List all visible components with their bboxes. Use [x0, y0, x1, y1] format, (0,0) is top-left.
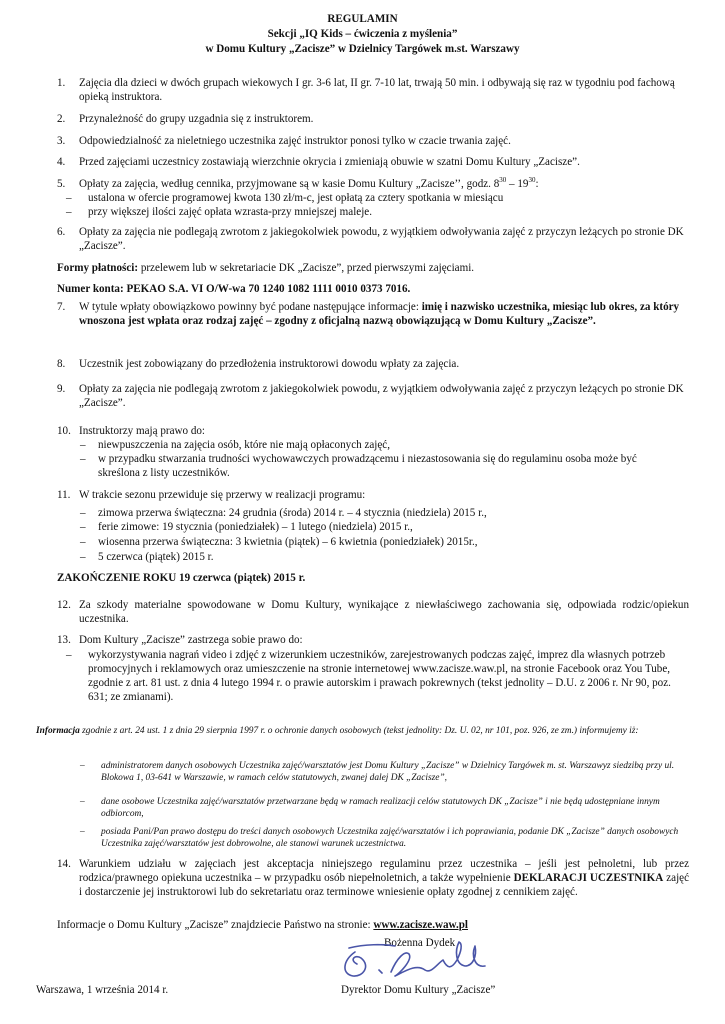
item-number: 8. — [57, 358, 66, 370]
payment-forms: Formy płatności: przelewem lub w sekretariacie DK „Zacisze”, przed pierwszymi zajęciami. — [57, 262, 475, 274]
document-title: REGULAMIN — [327, 13, 398, 25]
bank-account: Numer konta: PEKAO S.A. VI O/W-wa 70 1240 1082 1111 0010 0373 7016. — [57, 283, 411, 295]
rule-10-sub-2: w przypadku stwarzania trudności wychowawczych prowadzącemu i niezastosowania się do regulaminu osoba może być skreślona z listy uczestników. — [98, 453, 637, 479]
item-number: 3. — [57, 135, 66, 147]
item-number: 7. — [57, 301, 66, 313]
gdpr-intro: Informacja zgodnie z art. 24 ust. 1 z dnia 29 sierpnia 1997 r. o ochronie danych osobowych (tekst jednolity: Dz. U. 02, nr 101, poz. 926, ze zm.) informujemy iż: — [36, 726, 639, 736]
dash-bullet: – — [80, 439, 86, 451]
end-of-year: ZAKOŃCZENIE ROKU 19 czerwca (piątek) 2015 r. — [57, 572, 306, 584]
rule-2-text: Przynależność do grupy uzgadnia się z instruktorem. — [79, 113, 314, 125]
rule-11-text: W trakcie sezonu przewiduje się przerwy w realizacji programu: — [79, 489, 366, 501]
venue-name: w Domu Kultury „Zacisze” w Dzielnicy Targówek m.st. Warszawy — [205, 43, 520, 55]
rule-11-sub-4: 5 czerwca (piątek) 2015 r. — [98, 551, 214, 563]
rule-5-text: Opłaty za zajęcia, według cennika, przyjmowane są w kasie Domu Kultury „Zacisze’’, godz. $8^{30} - 19^{30}$: — [79, 176, 539, 190]
dash-bullet: – — [80, 551, 86, 563]
rule-12-text: Za szkody materialne spowodowane w Domu Kultury, wynikające z niewłaściwego zachowania się, odpowiada rodzic/opiekun uczestnika. — [79, 599, 689, 625]
rule-14-text: Warunkiem udziału w zajęciach jest akceptacja niniejszego regulaminu przez uczestnika – jeśli jest pełnoletni, lub przez rodzica/prawnego opiekuna uczestnika – w przypadku osób niepełnoletnich, a także wypełnienie DEKLARACJI UCZESTNIKA zajęć i dostarczenie jej instruktorowi lub do sekretariatu oraz terminowe wniesienie opłaty zgodnej z cennikiem zajęć. — [79, 858, 690, 898]
rule-8-text: Uczestnik jest zobowiązany do przedłożenia instruktorowi dowodu wpłaty za zajęcia. — [79, 358, 460, 370]
dash-bullet: – — [80, 536, 86, 548]
item-number: 11. — [57, 489, 71, 501]
rule-1-text: Zajęcia dla dzieci w dwóch grupach wiekowych I gr. 3-6 lat, II gr. 7-10 lat, trwają 50 min. i odbywają się raz w tygodniu pod fachową opieką instruktora. — [79, 77, 675, 103]
signature — [335, 930, 505, 986]
section-name: Sekcji „IQ Kids – ćwiczenia z myślenia” — [267, 28, 458, 40]
item-number: 5. — [57, 178, 66, 190]
item-number: 4. — [57, 156, 66, 168]
dash-bullet: – — [66, 649, 72, 661]
website-link[interactable]: www.zacisze.waw.pl — [373, 919, 468, 931]
rule-13-sub-1: wykorzystywania nagrań video i zdjęć z wizerunkiem uczestników, zarejestrowanych podczas zajęć, imprez dla własnych potrzeb promocyjnych i reklamowych oraz umieszczenie na stronie internetowej www.zacisze.waw.pl, na stronie Facebook oraz You Tube, zgodnie z art. 81 ust. z dnia 4 lutego 1994 r. o prawie autorskim i prawach pokrewnych (tekst jednolity – D.U. z 2006 r. Nr 90, poz. 631; ze zmianami). — [88, 649, 671, 703]
item-number: 1. — [57, 77, 66, 89]
gdpr-bullet-1: administratorem danych osobowych Uczestnika zajęć/warsztatów jest Domu Kultury „Zacisze” w Dzielnicy Targówek m. st. Warszawyz siedzibą przy ul. Blokowa 1, 03-641 w Warszawie, w ramach celów statutowych, zwanej dalej DK „Zacisze”, — [101, 761, 675, 783]
rule-5-sub-1: ustalona w ofercie programowej kwota 130 zł/m-c, jest opłatą za cztery spotkania w miesiącu — [88, 192, 504, 204]
rule-4-text: Przed zajęciami uczestnicy zostawiają wierzchnie okrycia i zmieniają obuwie w szatni Domu Kultury „Zacisze”. — [79, 156, 580, 168]
dash-bullet: – — [80, 797, 85, 807]
item-number: 12. — [57, 599, 71, 611]
item-number: 9. — [57, 383, 66, 395]
rule-10-text: Instruktorzy mają prawo do: — [79, 425, 206, 437]
rule-9-text: Opłaty za zajęcia nie podlegają zwrotom z jakiegokolwiek powodu, z wyjątkiem odwoływania zajęć z przyczyn leżących po stronie DK „Zacisze”. — [79, 383, 684, 409]
dash-bullet: – — [66, 206, 72, 218]
rule-13-text: Dom Kultury „Zacisze” zastrzega sobie prawo do: — [79, 634, 303, 646]
rule-11-sub-2: ferie zimowe: 19 stycznia (poniedziałek) – 1 lutego (niedziela) 2015 r., — [98, 521, 413, 533]
rule-11-sub-1: zimowa przerwa świąteczna: 24 grudnia (środa) 2014 r. – 4 stycznia (niedziela) 2015 r., — [98, 507, 487, 519]
item-number: 6. — [57, 226, 66, 238]
dash-bullet: – — [80, 453, 86, 465]
item-number: 2. — [57, 113, 66, 125]
item-number: 13. — [57, 634, 71, 646]
item-number: 10. — [57, 425, 71, 437]
dash-bullet: – — [80, 507, 86, 519]
rule-6-text: Opłaty za zajęcia nie podlegają zwrotom z jakiegokolwiek powodu, z wyjątkiem odwoływania zajęć z przyczyn leżących po stronie DK „Zacisze”. — [79, 226, 684, 252]
signer-name: Bożenna Dydek — [384, 937, 456, 949]
rule-3-text: Odpowiedzialność za nieletniego uczestnika zajęć instruktor ponosi tylko w czacie trwania zajęć. — [79, 135, 511, 147]
dash-bullet: – — [80, 827, 85, 837]
item-number: 14. — [57, 858, 71, 870]
dash-bullet: – — [80, 761, 85, 771]
rule-10-sub-1: niewpuszczenia na zajęcia osób, które nie mają opłaconych zajęć, — [98, 439, 390, 451]
city-date: Warszawa, 1 września 2014 r. — [36, 984, 169, 996]
gdpr-bullet-3: posiada Pani/Pan prawo dostępu do treści danych osobowych Uczestnika zajęć/warsztatów i ich poprawiania, podanie DK „Zacisze” danych osobowych Uczestnika zajęć/warsztatów jest dobrowolne, ale stanowi warunek uczestnictwa. — [101, 827, 679, 849]
gdpr-bullet-2: dane osobowe Uczestnika zajęć/warsztatów przetwarzane będą w ramach realizacji celów statutowych DK „Zacisze” i nie będą udostępniane innym odbiorcom, — [101, 797, 660, 819]
signer-title: Dyrektor Domu Kultury „Zacisze” — [341, 984, 496, 996]
rule-5-sub-2: przy większej ilości zajęć opłata wzrasta-przy mniejszej maleje. — [88, 206, 372, 218]
dash-bullet: – — [66, 192, 72, 204]
dash-bullet: – — [80, 521, 86, 533]
rule-7-text: W tytule wpłaty obowiązkowo powinny być podane następujące informacje: imię i nazwisko uczestnika, miesiąc lub okres, za który wnoszona jest wpłata oraz rodzaj zajęć – zgodny z oficjalną nazwą obowiązującą w Domu Kultury „Zacisze”. — [79, 301, 680, 327]
rule-11-sub-3: wiosenna przerwa świąteczna: 3 kwietnia (piątek) – 6 kwietnia (poniedziałek) 2015r., — [98, 536, 478, 548]
website-info: Informacje o Domu Kultury „Zacisze” znajdziecie Państwo na stronie: www.zacisze.waw.pl — [57, 919, 468, 931]
